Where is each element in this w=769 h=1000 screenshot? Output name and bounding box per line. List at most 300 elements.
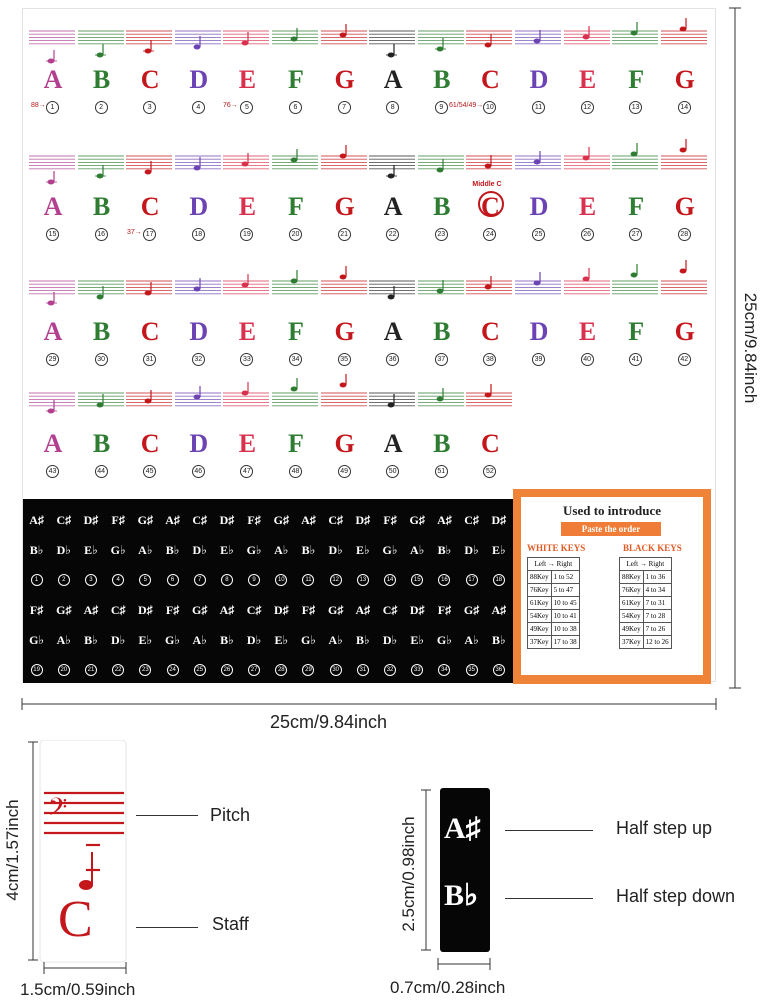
key-number: 31 bbox=[143, 353, 156, 366]
key-number: 25 bbox=[532, 228, 545, 241]
note-head bbox=[534, 281, 541, 286]
sheet-width-label: 25cm/9.84inch bbox=[270, 712, 388, 732]
staff-lines bbox=[321, 267, 369, 317]
black-key-number: 9 bbox=[241, 574, 268, 586]
note-head bbox=[388, 295, 395, 300]
black-key-label: D♯ bbox=[409, 603, 425, 617]
white-key-sticker bbox=[78, 267, 126, 377]
key-letter: E bbox=[238, 192, 257, 221]
black-key-number: 8 bbox=[213, 574, 240, 586]
black-key-number: 36 bbox=[485, 664, 512, 676]
black-key-number: 29 bbox=[295, 664, 322, 676]
key-letter: A bbox=[43, 429, 63, 458]
white-key-width-label: 1.5cm/0.59inch bbox=[20, 980, 136, 999]
white-key-sticker bbox=[515, 267, 563, 377]
staff-lines bbox=[466, 17, 514, 67]
key-number: 23 bbox=[435, 228, 448, 241]
staff-lines bbox=[369, 267, 417, 317]
note-head bbox=[631, 31, 638, 36]
black-key-label: A♯ bbox=[437, 513, 452, 527]
staff-lines bbox=[612, 142, 660, 192]
black-key-number-row-2 bbox=[23, 664, 513, 676]
note-head bbox=[485, 43, 492, 48]
note-head bbox=[291, 279, 298, 284]
table-row: 88Key 1 to 36 bbox=[620, 571, 672, 584]
black-key-label: A♯ bbox=[301, 513, 316, 527]
key-number: 4 bbox=[192, 101, 205, 114]
black-key-label: A♭ bbox=[274, 543, 289, 557]
black-key-label: D♭ bbox=[192, 543, 207, 557]
table-row: 76Key 5 to 47 bbox=[528, 584, 580, 597]
key-letter: E bbox=[238, 429, 257, 458]
white-key-sticker bbox=[466, 379, 514, 489]
keyboard-size-marker: 61/54/49→ bbox=[449, 102, 484, 109]
white-key-sticker bbox=[369, 267, 417, 377]
black-key-row-sharps bbox=[23, 513, 513, 528]
black-key-number: 23 bbox=[132, 664, 159, 676]
note-head bbox=[582, 35, 589, 40]
black-key-label: B♭ bbox=[437, 543, 452, 557]
staff-lines bbox=[272, 142, 320, 192]
note-head bbox=[193, 287, 200, 292]
black-key-label: C♯ bbox=[382, 603, 398, 617]
black-key-label: F♯ bbox=[111, 513, 125, 527]
white-key-sticker bbox=[223, 379, 271, 489]
black-key-label: E♭ bbox=[410, 633, 425, 647]
black-key-row-sharps-2 bbox=[23, 603, 513, 618]
key-letter: C bbox=[140, 65, 160, 94]
black-key-label: C♯ bbox=[192, 513, 208, 527]
black-key-number: 16 bbox=[431, 574, 458, 586]
black-key-number: 27 bbox=[241, 664, 268, 676]
half-step-down-label: Half step down bbox=[616, 886, 736, 906]
black-key-label: G♯ bbox=[192, 603, 208, 617]
key-letter: F bbox=[288, 65, 304, 94]
white-key-sticker bbox=[418, 142, 466, 252]
black-key-label: G♭ bbox=[246, 543, 262, 557]
key-letter: G bbox=[334, 192, 355, 221]
black-key-label: A♯ bbox=[83, 603, 99, 617]
key-letter: E bbox=[578, 192, 597, 221]
key-number: 35 bbox=[338, 353, 351, 366]
key-letter: D bbox=[189, 317, 209, 346]
white-key-sticker bbox=[29, 267, 77, 377]
white-key-sticker bbox=[661, 17, 709, 127]
key-number: 44 bbox=[95, 465, 108, 478]
staff-lines bbox=[272, 17, 320, 67]
black-key-label: B♭ bbox=[220, 633, 234, 647]
note-head bbox=[485, 285, 492, 290]
key-letter: E bbox=[238, 317, 257, 346]
left-right-header: Left → Right bbox=[528, 558, 580, 571]
key-letter: F bbox=[628, 317, 645, 346]
staff-lines bbox=[466, 267, 514, 317]
black-key-number: 6 bbox=[159, 574, 186, 586]
black-key-number: 15 bbox=[404, 574, 431, 586]
staff-lines bbox=[126, 379, 174, 429]
note-head bbox=[242, 162, 249, 167]
note-head bbox=[631, 152, 638, 157]
note-head bbox=[339, 383, 346, 388]
keyboard-size-marker: 88→ bbox=[31, 102, 46, 109]
white-key-sticker bbox=[515, 17, 563, 127]
key-number: 2 bbox=[95, 101, 108, 114]
key-letter: C bbox=[481, 317, 500, 346]
black-key-label: A♯ bbox=[219, 603, 235, 617]
staff-label: Staff bbox=[212, 914, 249, 934]
staff-lines bbox=[564, 267, 612, 317]
white-key-sticker bbox=[29, 379, 77, 489]
black-key-number: 11 bbox=[295, 574, 322, 586]
key-letter: F bbox=[288, 192, 304, 221]
key-number: 43 bbox=[46, 465, 59, 478]
white-key-sticker bbox=[126, 379, 174, 489]
key-number: 34 bbox=[289, 353, 302, 366]
key-letter: C bbox=[481, 65, 500, 94]
black-key-label: A♭ bbox=[138, 543, 153, 557]
black-key-label: G♯ bbox=[463, 603, 480, 617]
staff-lines bbox=[369, 379, 417, 429]
key-letter: B bbox=[92, 317, 111, 346]
black-key-label: F♯ bbox=[29, 603, 44, 617]
key-letter: A bbox=[43, 192, 63, 221]
note-head bbox=[291, 37, 298, 42]
key-letter: F bbox=[288, 429, 304, 458]
key-letter: G bbox=[674, 317, 695, 346]
black-key-label: A♯ bbox=[29, 513, 44, 527]
key-number: 26 bbox=[581, 228, 594, 241]
key-letter: C bbox=[481, 192, 500, 221]
key-letter: A bbox=[43, 65, 63, 94]
note-head bbox=[242, 41, 249, 46]
black-key-number: 10 bbox=[268, 574, 295, 586]
staff-lines bbox=[29, 142, 77, 192]
key-letter: G bbox=[674, 65, 695, 94]
black-key-height-label: 2.5cm/0.98inch bbox=[399, 816, 418, 932]
key-letter: D bbox=[529, 192, 549, 221]
black-key-number: 7 bbox=[186, 574, 213, 586]
white-key-sticker bbox=[272, 267, 320, 377]
white-key-sticker bbox=[612, 17, 660, 127]
note-head bbox=[193, 45, 200, 50]
paste-order-label: Paste the order bbox=[561, 522, 661, 536]
black-key-number: 30 bbox=[322, 664, 349, 676]
black-key-number-row bbox=[23, 574, 513, 586]
white-key-sticker bbox=[321, 17, 369, 127]
white-keys-header: WHITE KEYS bbox=[527, 543, 586, 553]
key-number: 49 bbox=[338, 465, 351, 478]
key-number: 33 bbox=[240, 353, 253, 366]
staff-leader-line bbox=[136, 927, 198, 928]
white-key-width-line bbox=[40, 962, 130, 974]
note-head bbox=[436, 289, 443, 294]
white-key-sticker bbox=[175, 267, 223, 377]
key-letter: G bbox=[334, 65, 355, 94]
black-key-number: 13 bbox=[349, 574, 376, 586]
table-row: 76Key 4 to 34 bbox=[620, 584, 672, 597]
note-head bbox=[339, 275, 346, 280]
staff-lines bbox=[612, 267, 660, 317]
detail-flat-label: B♭ bbox=[444, 879, 479, 912]
black-key-number: 34 bbox=[431, 664, 458, 676]
staff-lines bbox=[223, 379, 271, 429]
black-key-label: G♯ bbox=[137, 513, 154, 527]
key-letter: D bbox=[189, 429, 209, 458]
black-key-label: G♯ bbox=[56, 603, 72, 617]
key-letter: F bbox=[288, 317, 304, 346]
staff-lines bbox=[661, 17, 709, 67]
black-key-label: F♯ bbox=[437, 603, 452, 617]
note-head bbox=[679, 269, 686, 274]
white-key-sticker bbox=[223, 142, 271, 252]
note-head bbox=[534, 160, 541, 165]
key-number: 17 bbox=[143, 228, 156, 241]
key-number: 12 bbox=[581, 101, 594, 114]
black-key-label: F♯ bbox=[165, 603, 180, 617]
black-key-label: F♯ bbox=[301, 603, 316, 617]
staff-lines bbox=[612, 17, 660, 67]
table-row: 61Key 7 to 31 bbox=[620, 597, 672, 610]
key-letter: B bbox=[433, 317, 451, 346]
key-letter: B bbox=[433, 192, 451, 221]
white-key-sticker bbox=[418, 267, 466, 377]
key-letter: F bbox=[628, 65, 645, 94]
black-key-number: 22 bbox=[105, 664, 132, 676]
black-key-label: G♭ bbox=[436, 633, 452, 647]
key-number: 30 bbox=[95, 353, 108, 366]
black-key-label: F♯ bbox=[247, 513, 261, 527]
staff-lines bbox=[369, 142, 417, 192]
width-dimension-line bbox=[20, 698, 718, 710]
key-number: 27 bbox=[629, 228, 642, 241]
key-letter: D bbox=[189, 65, 209, 94]
key-number: 52 bbox=[483, 465, 496, 478]
black-key-label: D♯ bbox=[355, 513, 371, 527]
keyboard-size-marker: 37→ bbox=[127, 229, 142, 236]
staff-lines bbox=[223, 142, 271, 192]
key-number: 37 bbox=[435, 353, 448, 366]
white-key-sticker bbox=[418, 17, 466, 127]
black-key-label: E♭ bbox=[138, 633, 153, 647]
white-key-sticker bbox=[321, 379, 369, 489]
black-key-label: G♭ bbox=[165, 633, 181, 647]
white-key-sticker bbox=[612, 267, 660, 377]
table-row: 37Key 17 to 38 bbox=[528, 636, 580, 649]
black-key-label: A♯ bbox=[355, 603, 371, 617]
black-key-number: 1 bbox=[23, 574, 50, 586]
staff-lines bbox=[418, 17, 466, 67]
key-number: 16 bbox=[95, 228, 108, 241]
white-keys-table bbox=[527, 557, 580, 649]
key-letter: B bbox=[92, 65, 111, 94]
pitch-leader-line bbox=[136, 815, 198, 816]
white-key-sticker bbox=[272, 379, 320, 489]
key-number: 7 bbox=[338, 101, 351, 114]
staff-lines bbox=[272, 379, 320, 429]
white-key-sticker bbox=[175, 17, 223, 127]
key-number: 46 bbox=[192, 465, 205, 478]
key-number: 39 bbox=[532, 353, 545, 366]
note-head bbox=[534, 39, 541, 44]
note-head bbox=[145, 399, 152, 404]
black-key-number: 19 bbox=[23, 664, 50, 676]
black-key-label: E♭ bbox=[220, 543, 234, 557]
black-key-number: 28 bbox=[268, 664, 295, 676]
note-head bbox=[291, 387, 298, 392]
black-key-number: 3 bbox=[77, 574, 104, 586]
key-number: 13 bbox=[629, 101, 642, 114]
white-key-sticker bbox=[515, 142, 563, 252]
white-key-sticker bbox=[272, 17, 320, 127]
key-number: 29 bbox=[46, 353, 59, 366]
staff-lines bbox=[78, 267, 126, 317]
staff-lines bbox=[564, 142, 612, 192]
staff-lines bbox=[126, 142, 174, 192]
key-number: 9 bbox=[435, 101, 448, 114]
black-key-number: 20 bbox=[50, 664, 77, 676]
key-number: 40 bbox=[581, 353, 594, 366]
key-number: 36 bbox=[386, 353, 399, 366]
key-number: 51 bbox=[435, 465, 448, 478]
staff-lines bbox=[272, 267, 320, 317]
key-number: 18 bbox=[192, 228, 205, 241]
black-key-label: B♭ bbox=[29, 543, 44, 557]
staff-lines bbox=[175, 17, 223, 67]
black-key-label: A♭ bbox=[192, 633, 207, 647]
black-key-label: C♯ bbox=[110, 603, 126, 617]
note-head bbox=[242, 391, 249, 396]
black-key-label: D♯ bbox=[219, 513, 235, 527]
black-key-label: D♯ bbox=[138, 603, 153, 617]
black-keys-header: BLACK KEYS bbox=[623, 543, 682, 553]
black-key-label: G♭ bbox=[300, 633, 316, 647]
note-head bbox=[96, 295, 103, 300]
table-row: 49Key 10 to 38 bbox=[528, 623, 580, 636]
key-letter: B bbox=[433, 429, 451, 458]
staff-lines bbox=[515, 267, 563, 317]
table-row: 88Key 1 to 52 bbox=[528, 571, 580, 584]
black-key-label: D♭ bbox=[56, 543, 71, 557]
staff-lines bbox=[321, 17, 369, 67]
staff-lines bbox=[78, 142, 126, 192]
black-key-label: C♯ bbox=[464, 513, 479, 527]
table-row: 37Key 12 to 26 bbox=[620, 636, 672, 649]
key-letter: C bbox=[481, 429, 500, 458]
key-number: 3 bbox=[143, 101, 156, 114]
note-head bbox=[436, 397, 443, 402]
staff-lines bbox=[418, 379, 466, 429]
white-key-sticker bbox=[564, 17, 612, 127]
white-key-sticker bbox=[126, 17, 174, 127]
key-number: 32 bbox=[192, 353, 205, 366]
key-number: 48 bbox=[289, 465, 302, 478]
key-letter: A bbox=[43, 317, 63, 346]
black-key-number: 4 bbox=[105, 574, 132, 586]
black-key-label: G♯ bbox=[409, 513, 425, 527]
black-key-number: 24 bbox=[159, 664, 186, 676]
white-key-sticker bbox=[564, 142, 612, 252]
left-right-header: Left → Right bbox=[620, 558, 672, 571]
key-number: 45 bbox=[143, 465, 156, 478]
staff-lines bbox=[418, 267, 466, 317]
key-number: 20 bbox=[289, 228, 302, 241]
key-number: 8 bbox=[386, 101, 399, 114]
staff-lines bbox=[223, 267, 271, 317]
staff-lines bbox=[223, 17, 271, 67]
key-letter: A bbox=[383, 192, 403, 221]
note-head bbox=[193, 395, 200, 400]
staff-lines bbox=[661, 267, 709, 317]
key-number: 5 bbox=[240, 101, 253, 114]
white-key-height-label: 4cm/1.57inch bbox=[3, 799, 22, 901]
staff-lines bbox=[78, 379, 126, 429]
black-key-number: 26 bbox=[213, 664, 240, 676]
staff-lines bbox=[126, 17, 174, 67]
white-key-sticker bbox=[369, 17, 417, 127]
white-key-sticker bbox=[612, 142, 660, 252]
black-key-label: A♭ bbox=[328, 633, 343, 647]
black-key-label: C♯ bbox=[328, 513, 343, 527]
black-key-label: G♭ bbox=[29, 633, 45, 647]
black-key-label: E♭ bbox=[84, 543, 98, 557]
white-key-sticker bbox=[661, 142, 709, 252]
key-letter: E bbox=[578, 317, 597, 346]
staff-lines bbox=[515, 17, 563, 67]
white-key-sticker bbox=[126, 267, 174, 377]
black-key-label: D♯ bbox=[273, 603, 289, 617]
black-key-label: A♯ bbox=[491, 603, 507, 617]
black-key-label: C♯ bbox=[246, 603, 262, 617]
key-number: 15 bbox=[46, 228, 59, 241]
detail-sharp-label: A♯ bbox=[444, 812, 481, 845]
key-number: 38 bbox=[483, 353, 496, 366]
black-key-label: G♯ bbox=[327, 603, 344, 617]
staff-lines bbox=[418, 142, 466, 192]
key-number: 42 bbox=[678, 353, 691, 366]
note-head bbox=[242, 283, 249, 288]
black-key-number: 21 bbox=[77, 664, 104, 676]
half-down-leader-line bbox=[505, 898, 593, 899]
detail-white-letter: C bbox=[58, 891, 93, 948]
black-key-number: 18 bbox=[485, 574, 512, 586]
note-head bbox=[631, 273, 638, 278]
black-key-label: D♯ bbox=[491, 513, 507, 527]
white-key-sticker bbox=[418, 379, 466, 489]
black-key-number: 5 bbox=[132, 574, 159, 586]
staff-lines bbox=[29, 267, 77, 317]
table-row: 49Key 7 to 26 bbox=[620, 623, 672, 636]
black-key-number: 14 bbox=[376, 574, 403, 586]
key-letter: A bbox=[383, 429, 403, 458]
staff-lines bbox=[661, 142, 709, 192]
black-key-label: E♭ bbox=[491, 543, 506, 557]
note-head bbox=[679, 148, 686, 153]
black-key-label: D♭ bbox=[464, 543, 479, 557]
white-key-sticker bbox=[564, 267, 612, 377]
white-key-sticker bbox=[78, 379, 126, 489]
black-key-label: A♭ bbox=[410, 543, 425, 557]
black-key-number: 31 bbox=[349, 664, 376, 676]
note-head bbox=[96, 403, 103, 408]
key-number: 50 bbox=[386, 465, 399, 478]
white-key-sticker bbox=[78, 17, 126, 127]
key-letter: E bbox=[238, 65, 257, 94]
black-key-number: 2 bbox=[50, 574, 77, 586]
staff-lines bbox=[175, 142, 223, 192]
black-key-label: B♭ bbox=[165, 543, 180, 557]
black-key-number: 33 bbox=[404, 664, 431, 676]
black-key-row-flats bbox=[23, 543, 513, 558]
